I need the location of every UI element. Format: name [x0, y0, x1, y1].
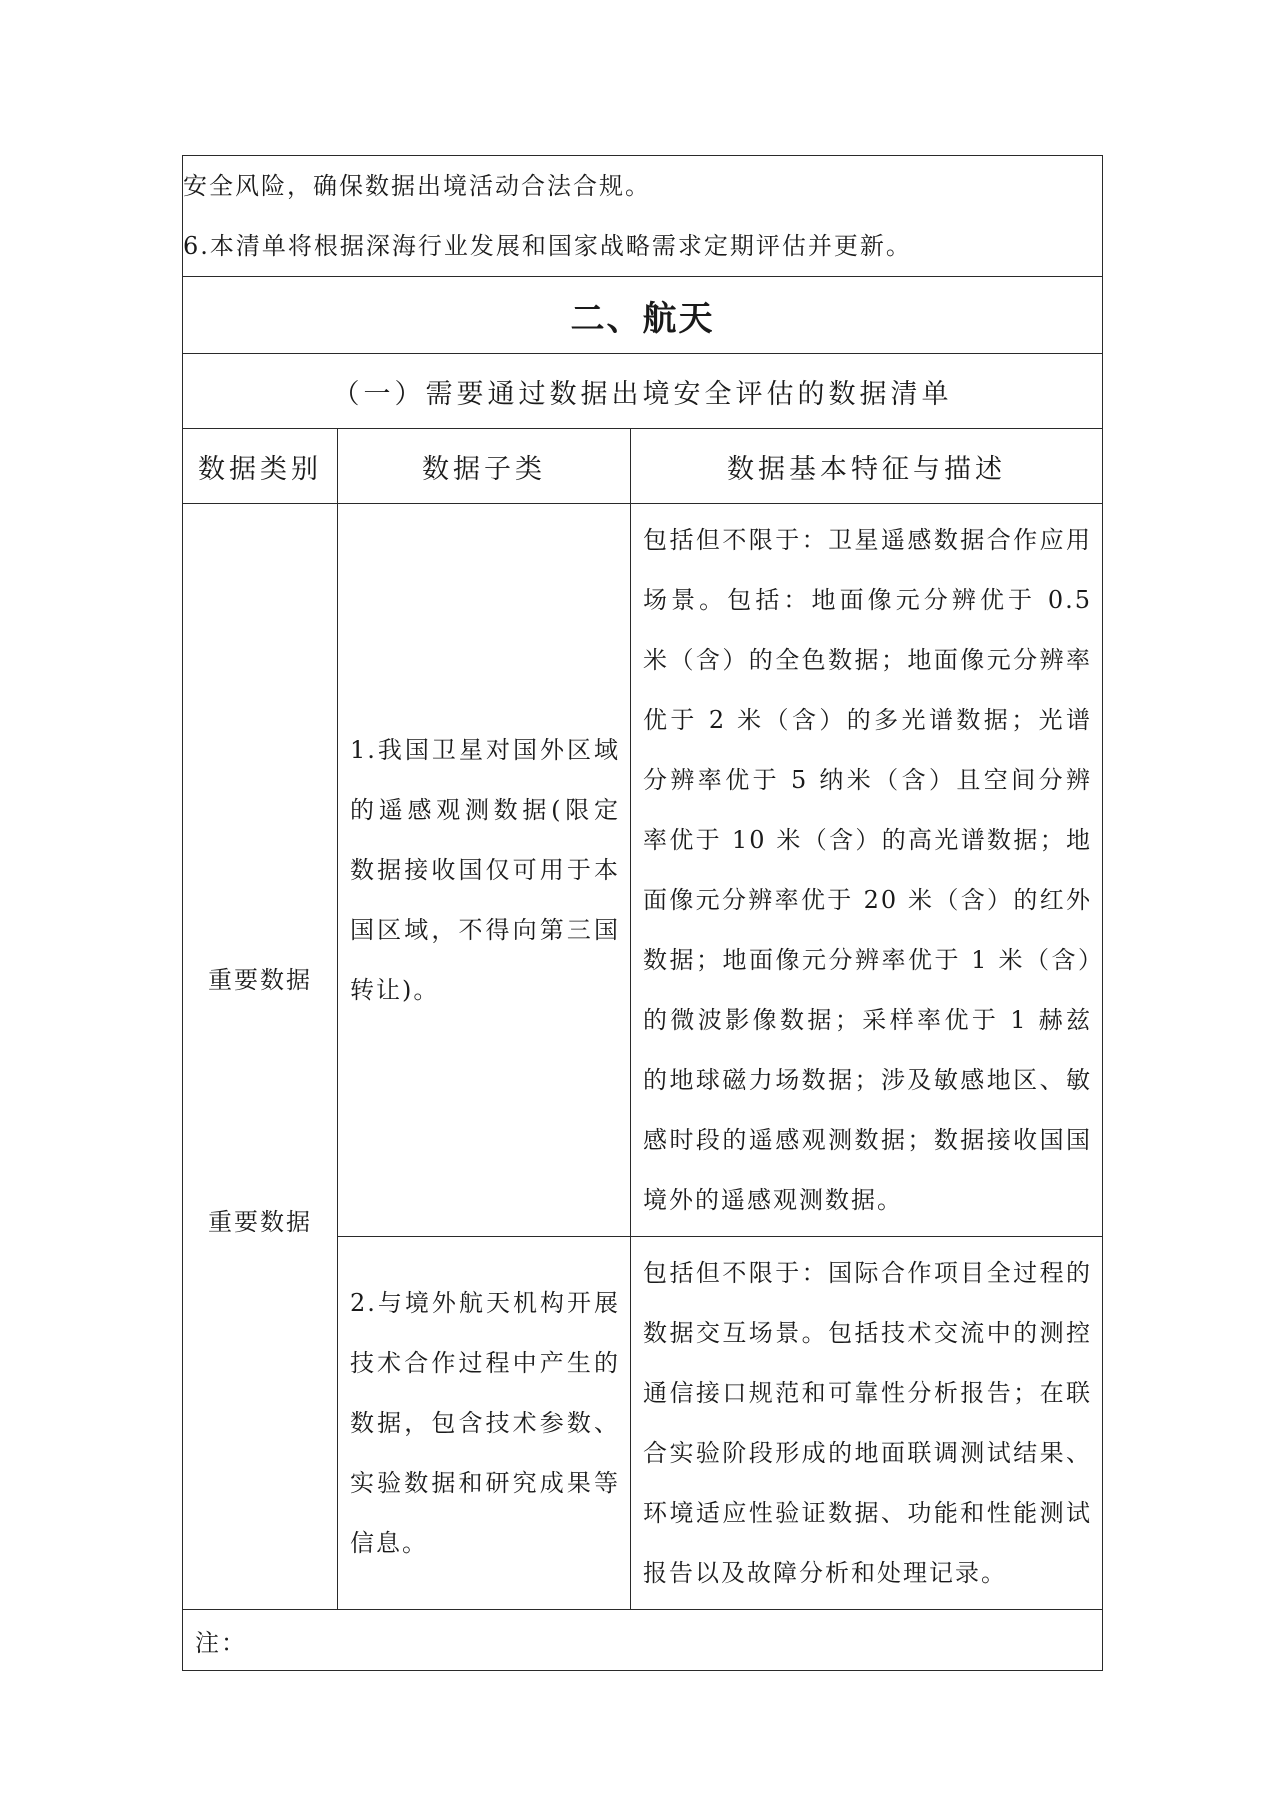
subcategory-cell — [338, 504, 631, 1237]
section-title: 二、航天 — [183, 277, 1103, 354]
header-description: 数据基本特征与描述 — [631, 429, 1103, 504]
category-label: 重要数据 — [208, 966, 312, 994]
intro-line-2: 6.本清单将根据深海行业发展和国家战略需求定期评估并更新。 — [183, 232, 912, 260]
description-text: 包括但不限于：国际合作项目全过程的数据交互场景。包括技术交流中的测控通信接口规范和可靠性分析报告；在联合实验阶段形成的地面联调测试结果、环境适应性验证数据、功能和性能测试报告以及故障分析和处理记录。 — [643, 1259, 1093, 1587]
description-cell — [631, 504, 1103, 1237]
intro-line-1: 安全风险，确保数据出境活动合法合规。 — [183, 172, 651, 200]
data-list-table — [182, 155, 1103, 1671]
subcategory-text: 2.与境外航天机构开展技术合作过程中产生的数据，包含技术参数、实验数据和研究成果等信息。 — [350, 1289, 620, 1557]
description-text: 包括但不限于：卫星遥感数据合作应用场景。包括：地面像元分辨优于 0.5 米（含）的全色数据；地面像元分辨率优于 2 米（含）的多光谱数据；光谱分辨率优于 5 纳米（含）且空间分辨率优于 10 米（含）的高光谱数据；地面像元分辨率优于 20 米（含）的红外数据；地面像元分辨率优于 1 米（含）的微波影像数据；采样率优于 1 赫兹的地球磁力场数据；涉及敏感地区、敏感时段的遥感观测数据；数据接收国国境外的遥感观测数据。 — [643, 526, 1093, 1214]
subsection-title: （一）需要通过数据出境安全评估的数据清单 — [183, 354, 1103, 429]
intro-notes — [183, 156, 1103, 277]
header-category: 数据类别 — [183, 429, 338, 504]
subcategory-cell — [338, 1237, 631, 1610]
header-subcategory: 数据子类 — [338, 429, 631, 504]
category-cell — [183, 504, 338, 1610]
category-label: 重要数据 — [208, 1208, 312, 1236]
note-cell: 注： — [183, 1610, 1103, 1671]
subcategory-text: 1.我国卫星对国外区域的遥感观测数据(限定数据接收国仅可用于本国区域，不得向第三国转让)。 — [350, 736, 620, 1004]
description-cell — [631, 1237, 1103, 1610]
